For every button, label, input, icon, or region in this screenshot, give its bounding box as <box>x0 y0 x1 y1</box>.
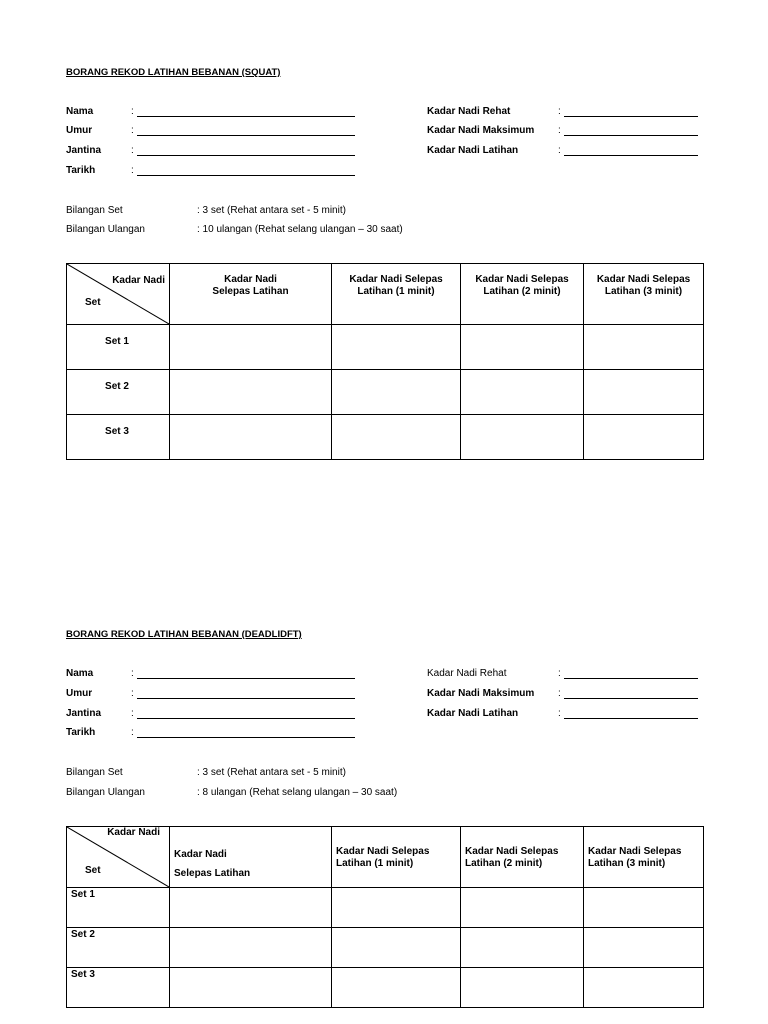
header-line: Latihan (1 minit) <box>357 286 435 297</box>
column-header <box>584 827 704 888</box>
header-line: Kadar Nadi Selepas <box>596 274 691 285</box>
bilangan-ulangan-value: : 8 ulangan (Rehat selang ulangan – 30 saat) <box>197 787 398 798</box>
entry-cell[interactable] <box>584 888 704 928</box>
record-table <box>66 826 704 1008</box>
entry-cell[interactable] <box>332 415 461 460</box>
entry-cell[interactable] <box>170 370 332 415</box>
table-row <box>67 370 704 415</box>
header-line: Latihan (1 minit) <box>336 858 414 869</box>
entry-cell[interactable] <box>170 325 332 370</box>
field-blank-line[interactable] <box>137 668 355 679</box>
row-label: Set 3 <box>71 969 95 980</box>
field-blank-line[interactable] <box>564 708 698 719</box>
header-line: Latihan (3 minit) <box>588 858 666 869</box>
field-blank-line[interactable] <box>137 125 355 136</box>
field-colon: : <box>558 688 561 699</box>
entry-cell[interactable] <box>332 928 461 968</box>
entry-cell[interactable] <box>461 968 584 1008</box>
header-line: Selepas Latihan <box>174 868 251 879</box>
header-line: Kadar Nadi Selepas <box>588 846 682 857</box>
column-header <box>332 264 461 325</box>
entry-cell[interactable] <box>584 928 704 968</box>
field-colon: : <box>131 708 134 719</box>
field-colon: : <box>558 708 561 719</box>
table-corner-cell <box>67 827 170 888</box>
corner-label-top: Kadar Nadi <box>112 275 165 286</box>
field-colon: : <box>131 727 134 738</box>
field-label: Jantina <box>66 708 102 719</box>
entry-cell[interactable] <box>584 415 704 460</box>
field-colon: : <box>131 106 134 117</box>
entry-cell[interactable] <box>332 968 461 1008</box>
field-blank-line[interactable] <box>564 668 698 679</box>
entry-cell[interactable] <box>170 968 332 1008</box>
row-label: Set 2 <box>71 929 95 940</box>
entry-cell[interactable] <box>332 325 461 370</box>
column-header <box>461 827 584 888</box>
entry-cell[interactable] <box>170 415 332 460</box>
header-line: Kadar Nadi <box>224 274 277 285</box>
entry-cell[interactable] <box>332 370 461 415</box>
field-blank-line[interactable] <box>137 145 355 156</box>
corner-label-top: Kadar Nadi <box>107 827 160 838</box>
field-label: Tarikh <box>66 727 96 738</box>
row-label-cell <box>67 888 170 928</box>
row-label-cell <box>67 928 170 968</box>
record-table <box>66 263 704 460</box>
table-row <box>67 888 704 928</box>
field-blank-line[interactable] <box>137 165 355 176</box>
table-row <box>67 325 704 370</box>
field-colon: : <box>131 125 134 136</box>
table-row <box>67 968 704 1008</box>
bilangan-set-value: : 3 set (Rehat antara set - 5 minit) <box>197 767 346 778</box>
entry-cell[interactable] <box>584 370 704 415</box>
field-colon: : <box>131 145 134 156</box>
column-header <box>461 264 584 325</box>
field-blank-line[interactable] <box>137 688 355 699</box>
field-blank-line[interactable] <box>564 125 698 136</box>
header-line: Kadar Nadi <box>174 849 227 860</box>
field-label: Umur <box>66 125 93 136</box>
bilangan-set-label: Bilangan Set <box>66 767 123 778</box>
header-line: Latihan (2 minit) <box>465 858 543 869</box>
field-blank-line[interactable] <box>137 106 355 117</box>
row-label: Set 3 <box>105 426 129 437</box>
header-line: Kadar Nadi Selepas <box>349 274 443 285</box>
field-label: Nama <box>66 668 94 679</box>
field-blank-line[interactable] <box>564 145 698 156</box>
entry-cell[interactable] <box>461 325 584 370</box>
entry-cell[interactable] <box>461 415 584 460</box>
header-line: Kadar Nadi Selepas <box>336 846 430 857</box>
field-colon: : <box>131 688 134 699</box>
table-row <box>67 928 704 968</box>
field-label: Kadar Nadi Rehat <box>427 668 507 679</box>
field-label: Tarikh <box>66 165 96 176</box>
column-header <box>332 827 461 888</box>
corner-label-bottom: Set <box>85 297 101 308</box>
header-line: Latihan (3 minit) <box>604 286 683 297</box>
field-label: Kadar Nadi Latihan <box>427 708 519 719</box>
field-colon: : <box>558 145 561 156</box>
entry-cell[interactable] <box>170 928 332 968</box>
field-label: Jantina <box>66 145 102 156</box>
field-blank-line[interactable] <box>564 688 698 699</box>
row-label-cell <box>67 415 170 460</box>
bilangan-set-label: Bilangan Set <box>66 205 123 216</box>
field-blank-line[interactable] <box>137 708 355 719</box>
header-line: Kadar Nadi Selepas <box>475 274 569 285</box>
column-header <box>170 264 332 325</box>
column-header <box>584 264 704 325</box>
table-row <box>67 415 704 460</box>
bilangan-ulangan-value: : 10 ulangan (Rehat selang ulangan – 30 saat) <box>197 224 403 235</box>
field-label: Kadar Nadi Maksimum <box>427 688 535 699</box>
entry-cell[interactable] <box>584 325 704 370</box>
field-label: Umur <box>66 688 93 699</box>
entry-cell[interactable] <box>461 928 584 968</box>
entry-cell[interactable] <box>170 888 332 928</box>
field-blank-line[interactable] <box>137 727 355 738</box>
entry-cell[interactable] <box>584 968 704 1008</box>
form-title: BORANG REKOD LATIHAN BEBANAN (DEADLIDFT) <box>66 629 302 640</box>
row-label: Set 1 <box>105 336 129 347</box>
header-line: Latihan (2 minit) <box>483 286 561 297</box>
bilangan-set-value: : 3 set (Rehat antara set - 5 minit) <box>197 205 346 216</box>
field-colon: : <box>558 106 561 117</box>
field-blank-line[interactable] <box>564 106 698 117</box>
row-label: Set 2 <box>105 381 129 392</box>
row-label-cell <box>67 370 170 415</box>
row-label: Set 1 <box>71 889 95 900</box>
field-label: Kadar Nadi Latihan <box>427 145 519 156</box>
header-line: Kadar Nadi Selepas <box>465 846 559 857</box>
form-title: BORANG REKOD LATIHAN BEBANAN (SQUAT) <box>66 67 281 78</box>
bilangan-ulangan-label: Bilangan Ulangan <box>66 787 145 798</box>
field-label: Kadar Nadi Maksimum <box>427 125 535 136</box>
field-colon: : <box>131 668 134 679</box>
field-label: Kadar Nadi Rehat <box>427 106 511 117</box>
entry-cell[interactable] <box>461 370 584 415</box>
corner-label-bottom: Set <box>85 865 101 876</box>
row-label-cell <box>67 325 170 370</box>
field-colon: : <box>558 668 561 679</box>
entry-cell[interactable] <box>461 888 584 928</box>
field-label: Nama <box>66 106 94 117</box>
table-corner-cell <box>67 264 170 325</box>
entry-cell[interactable] <box>332 888 461 928</box>
header-line: Selepas Latihan <box>212 286 289 297</box>
row-label-cell <box>67 968 170 1008</box>
bilangan-ulangan-label: Bilangan Ulangan <box>66 224 145 235</box>
field-colon: : <box>131 165 134 176</box>
diagonal-divider <box>67 264 169 324</box>
field-colon: : <box>558 125 561 136</box>
column-header <box>170 827 332 888</box>
